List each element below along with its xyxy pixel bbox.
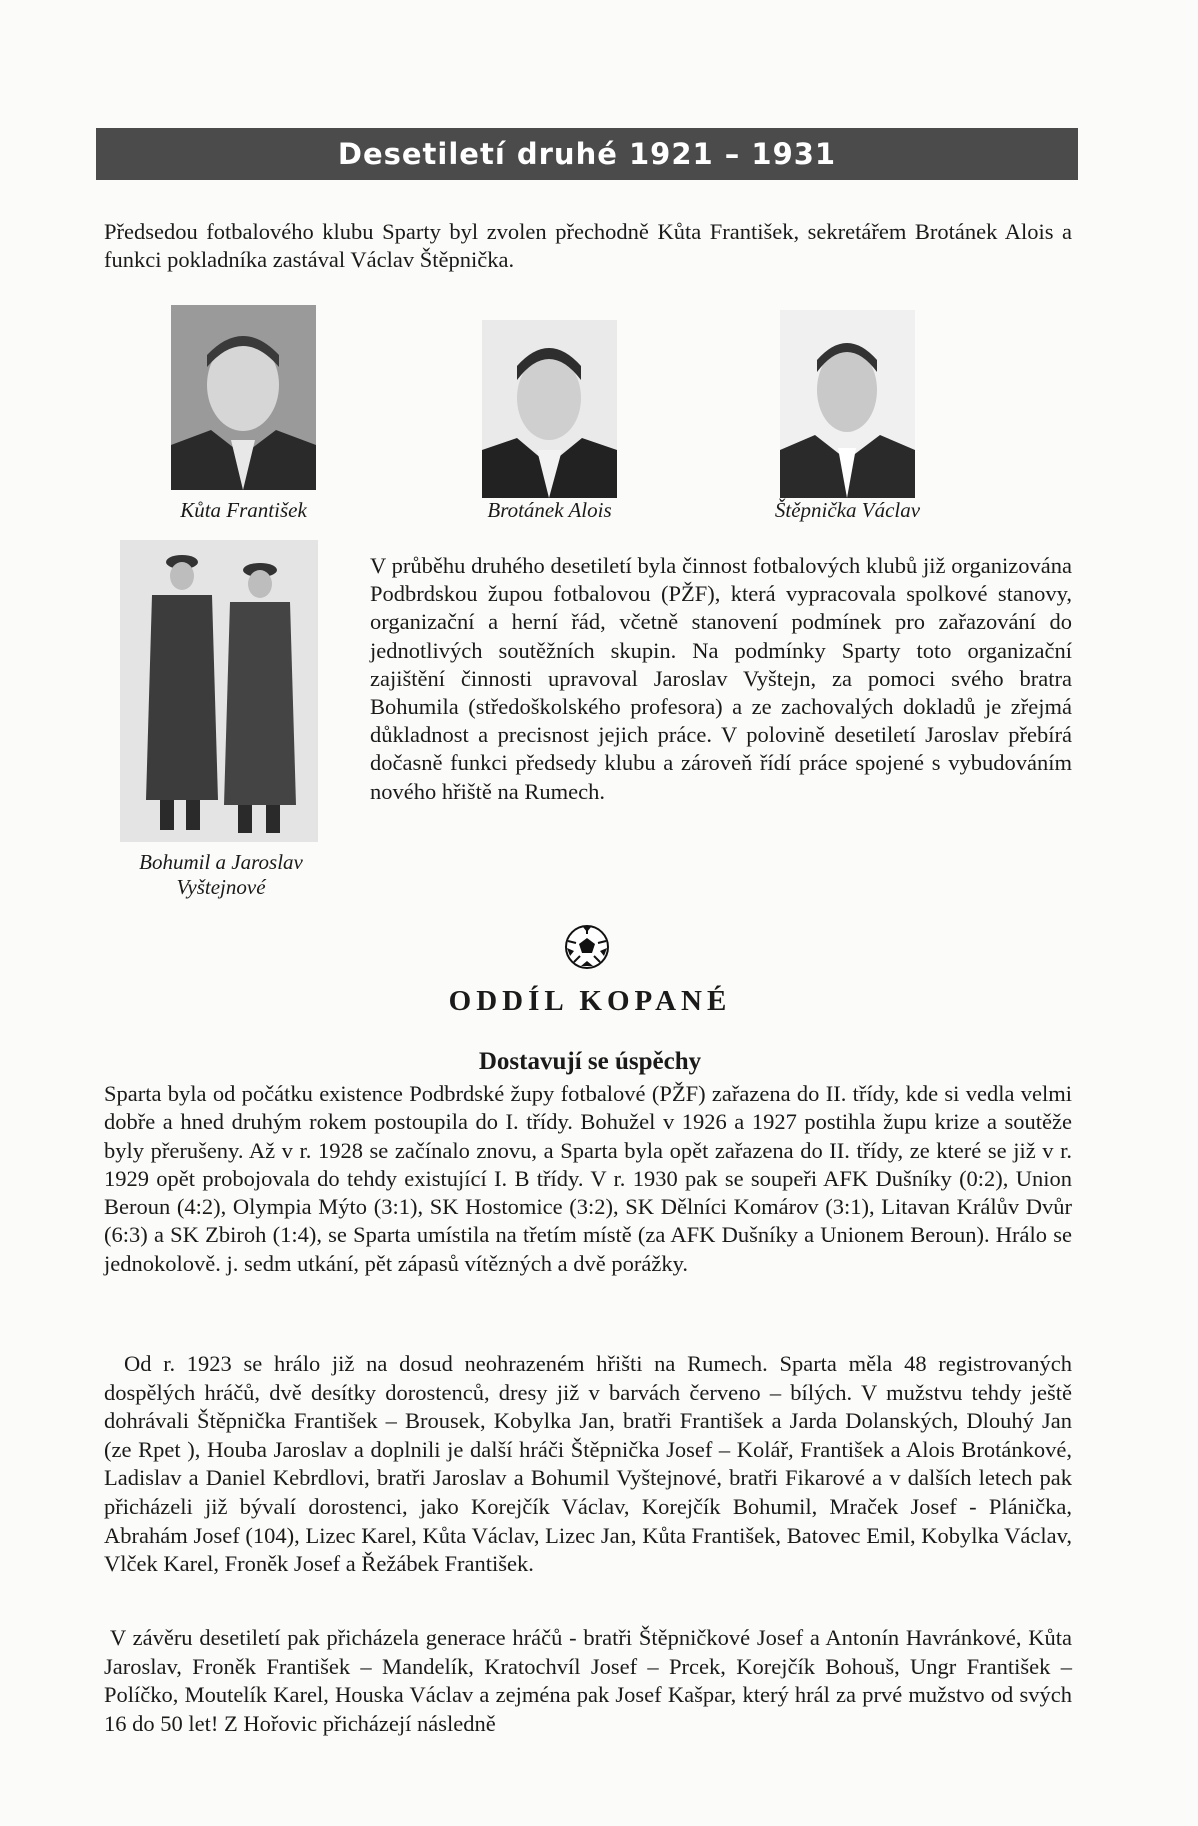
photo-stepnicka-vaclav [780,310,915,498]
caption-kuta-frantisek: Kůta František [180,498,307,522]
photo-kuta-frantisek [171,305,316,490]
paragraph-players: Od r. 1923 se hrálo již na dosud neohrazeném hřišti na Rumech. Sparta měla 48 registrovaných dospělých hráčů, dvě desítky dorostenců, dresy již v barvách červeno – bílých. V mužstvu tehdy ještě dohrávali Štěpnička František – Brousek, Kobylka Jan, bratři František a Jarda Dolanských, Dlouhý Jan (ze Rpet ), Houba Jaroslav a doplnili je další hráči Štěpnička Josef – Kolář, František a Alois Brotánkové, Ladislav a Daniel Kebrdlovi, bratři Jaroslav a Bohumil Vyštejnové, bratři Fikarové a v dalších letech pak přicházeli již bývalí dorostenci, jako Korejčík Václav, Korejčík Bohumil, Mraček Josef - Plánička, Abrahám Josef (104), Lizec Karel, Kůta Václav, Lizec Jan, Kůta František, Batovec Emil, Kobylka Václav, Vlček Karel, Froněk Josef a Řežábek František. [104,1351,1072,1577]
caption-vystejn-brothers: Bohumil a Jaroslav Vyštejnové [139,850,303,899]
pzf-paragraph: V průběhu druhého desetiletí byla činnost fotbalových klubů již organizována Podbrdskou župou fotbalovou (PŽF), která vypracovala spolkové stanovy, organizační a herní řád, včetně stanovení podmínek pro zařazování do jednotlivých soutěžních skupin. Na podmínky Sparty toto organizační zajištění činnosti upravoval Jaroslav Vyštejn, za pomoci svého bratra Bohumila (středoškolského profesora) a ze zachovalých dokladů je zřejmá důkladnost a precisnost jejich práce. V polovině desetiletí Jaroslav přebírá dočasně funkci předsedy klubu a zároveň řídí práce spojené s vybudováním nového hřiště na Rumech. [370,553,1072,804]
caption-brotanek-alois: Brotánek Alois [487,498,612,522]
chapter-title-banner [96,128,1078,180]
intro-paragraph: Předsedou fotbalového klubu Sparty byl zvolen přechodně Kůta František, sekretářem Brotánek Alois a funkci pokladníka zastával Václav Štěpnička. [104,219,1072,272]
section-subtitle: Dostavují se úspěchy [478,1048,702,1075]
paragraph-generation: V závěru desetiletí pak přicházela generace hráčů - bratři Štěpničkové Josef a Antonín Havránkové, Kůta Jaroslav, Froněk František – Mandelík, Kratochvíl Josef – Prcek, Korejčík Bohouš, Ungr František – Políčko, Moutelík Karel, Houska Václav a zejména pak Josef Kašpar, který hrál za prvé mužstvo od svých 16 do 50 let! Z Hořovic přicházejí následně [104,1625,1072,1736]
chapter-title: Desetiletí druhé 1921 – 1931 [337,137,837,171]
paragraph-league: Sparta byla od počátku existence Podbrdské župy fotbalové (PŽF) zařazena do II. třídy, kde si vedla velmi dobře a hned druhým rokem postoupila do I. třídy. Bohužel v 1926 a 1927 postihla župu krize a soutěže byly přerušeny. Až v r. 1928 se začínalo znovu, a Sparta byla opět zařazena do II. třídy, ze které se již v r. 1929 opět probojovala do tehdy existující I. B třídy. V r. 1930 pak se soupeři AFK Dušníky (0:2), Union Beroun (4:2), Olympia Mýto (3:1), SK Hostomice (3:2), SK Dělníci Komárov (3:1), Litavan Králův Dvůr (6:3) a SK Zbiroh (1:4), se Sparta umístila na třetím místě (za AFK Dušníky a Unionem Beroun). Hrálo se jednokolově. j. sedm utkání, pět zápasů vítězných a dvě porážky. [104,1081,1072,1276]
football-icon [564,924,610,970]
photo-brotanek-alois [482,320,617,498]
caption-stepnicka-vaclav: Štěpnička Václav [774,498,921,522]
section-title: ODDÍL KOPANÉ [448,985,732,1017]
photo-vystejn-brothers [120,540,318,842]
